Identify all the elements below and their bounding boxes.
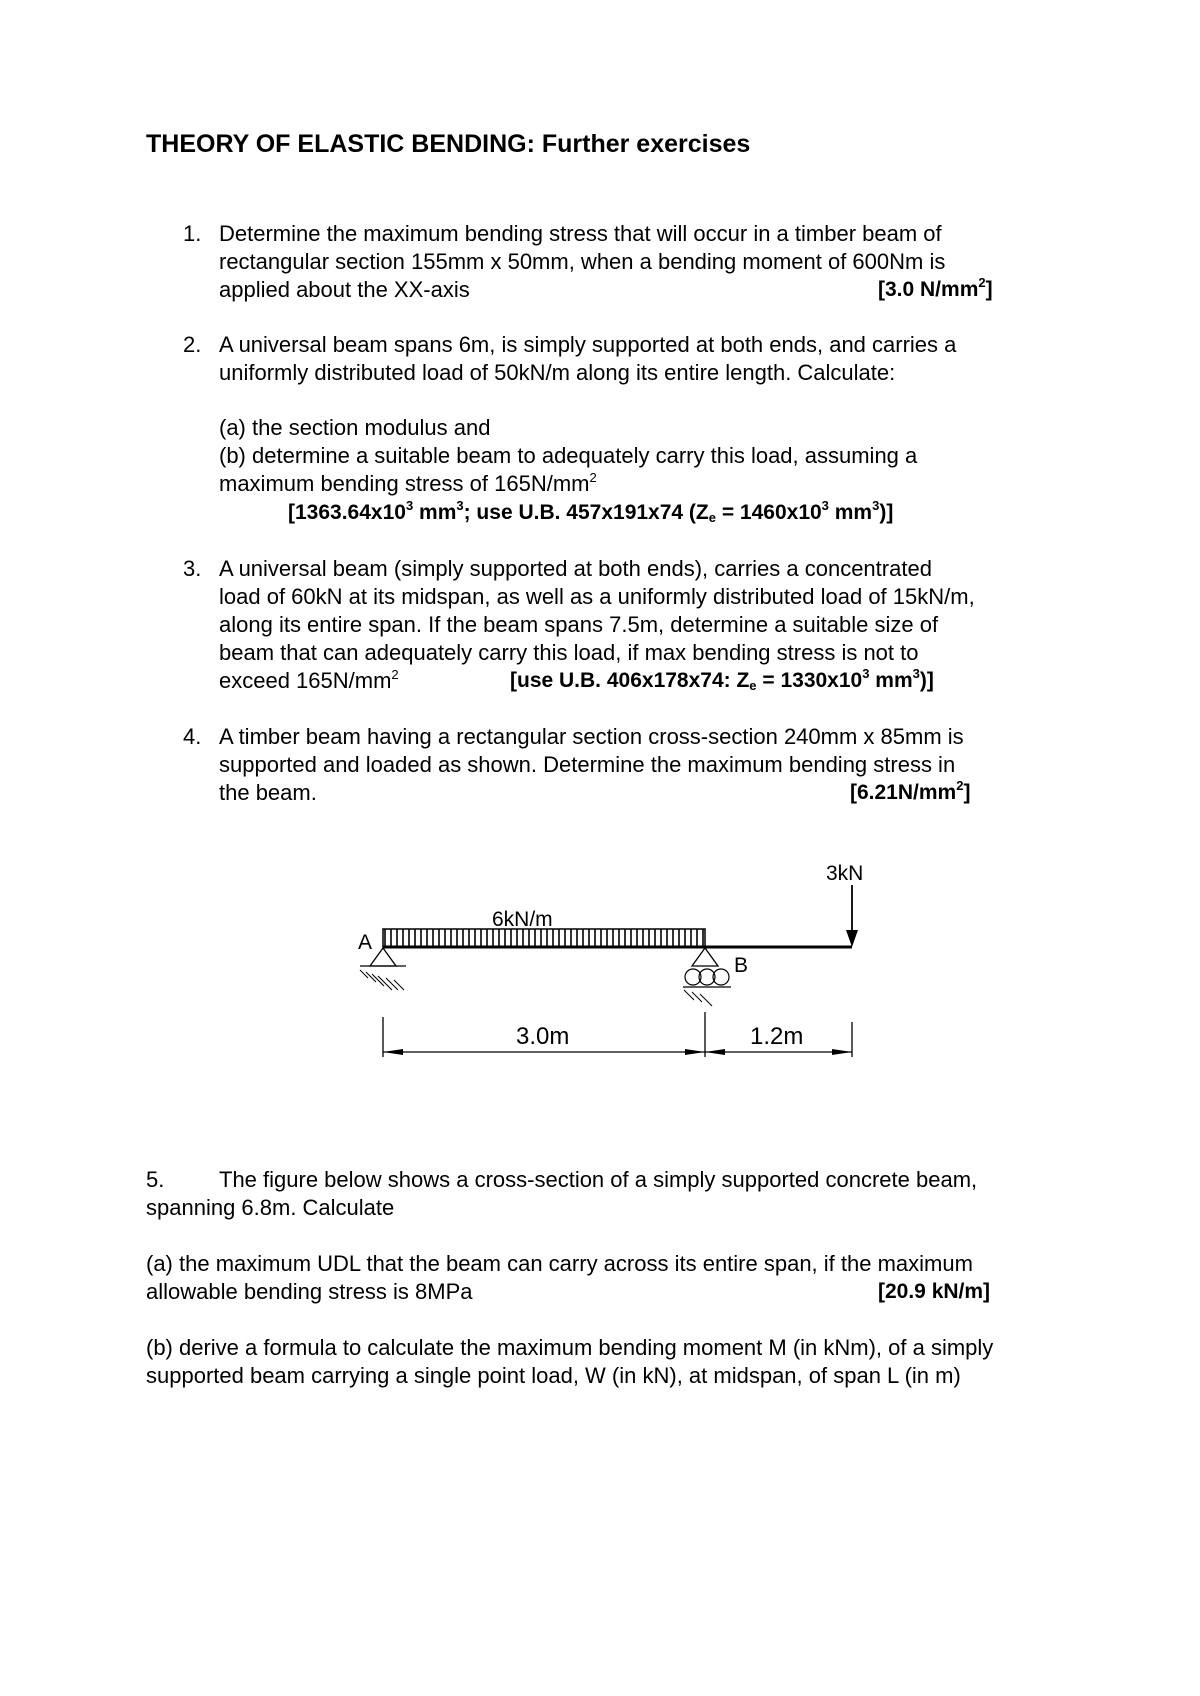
question-text-line: the beam. <box>219 780 317 805</box>
question-part-a: (a) the maximum UDL that the beam can carry across its entire span, if the maximum <box>146 1251 973 1276</box>
question-text-line: A universal beam (simply supported at both ends), carries a concentrated <box>219 556 932 581</box>
question-text-line: supported beam carrying a single point load, W (in kN), at midspan, of span L (in m) <box>146 1363 961 1388</box>
question-number: 2. <box>183 332 202 357</box>
question-number: 1. <box>183 221 202 246</box>
udl-label: 6kN/m <box>492 908 553 931</box>
udl-block <box>383 929 705 947</box>
answer: [20.9 kN/m] <box>878 1280 991 1303</box>
question-text-line: beam that can adequately carry this load, if max bending stress is not to <box>219 640 919 665</box>
answer: [use U.B. 406x178x74: $Z_e = 1330x10^3$ $mm^3$)] <box>510 666 934 693</box>
support-a-label: A <box>358 931 373 954</box>
page-title: THEORY OF ELASTIC BENDING: Further exercises <box>146 130 751 158</box>
question-text-line: A timber beam having a rectangular section cross-section 240mm x 85mm is <box>219 724 964 749</box>
point-load-arrow-icon <box>846 885 858 947</box>
answer: [$1363.64x10^3$ $mm^3$; use U.B. 457x191x74 ($Z_e = 1460x10^3$ $mm^3$)] <box>288 498 894 525</box>
question-text-line: along its entire span. If the beam spans 7.5m, determine a suitable size of <box>219 612 939 637</box>
pin-support-icon <box>360 948 406 990</box>
question-text-line: A universal beam spans 6m, is simply supported at both ends, and carries a <box>219 332 957 357</box>
question-text-line: applied about the XX-axis <box>219 277 470 302</box>
question-number: 5. <box>146 1167 165 1192</box>
question-part-b: (b) derive a formula to calculate the maximum bending moment M (in kNm), of a simply <box>146 1335 994 1360</box>
point-load-label: 3kN <box>826 862 864 885</box>
question-text-line: uniformly distributed load of 50kN/m along its entire length. Calculate: <box>219 360 896 385</box>
dimension-label-overhang: 1.2m <box>750 1023 804 1050</box>
question-number: 3. <box>183 556 202 581</box>
answer: [3.0 $N/mm^2$] <box>878 275 993 301</box>
question-text-line: supported and loaded as shown. Determine the maximum bending stress in <box>219 752 956 777</box>
question-text-line: Determine the maximum bending stress that will occur in a timber beam of <box>219 221 942 246</box>
question-text-line: exceed $165N/mm^2$ <box>219 667 399 693</box>
answer: $[6.21N/mm^2]$ <box>850 778 971 804</box>
question-part-b: (b) determine a suitable beam to adequately carry this load, assuming a <box>219 443 918 468</box>
question-text-line: rectangular section 155mm x 50mm, when a bending moment of 600Nm is <box>219 249 946 274</box>
question-part-a: (a) the section modulus and <box>219 415 491 440</box>
question-number: 4. <box>183 724 202 749</box>
question-text-line: maximum bending stress of $165N/mm^2$ <box>219 470 597 496</box>
dimension-label-ab: 3.0m <box>516 1023 570 1050</box>
question-text-line: The figure below shows a cross-section of a simply supported concrete beam, <box>219 1167 978 1192</box>
question-text-line: spanning 6.8m. Calculate <box>146 1195 395 1220</box>
roller-support-icon <box>683 948 731 1006</box>
question-text-line: allowable bending stress is 8MPa <box>146 1279 473 1304</box>
question-text-line: load of 60kN at its midspan, as well as a uniformly distributed load of 15kN/m, <box>219 584 975 609</box>
support-b-label: B <box>734 954 749 977</box>
